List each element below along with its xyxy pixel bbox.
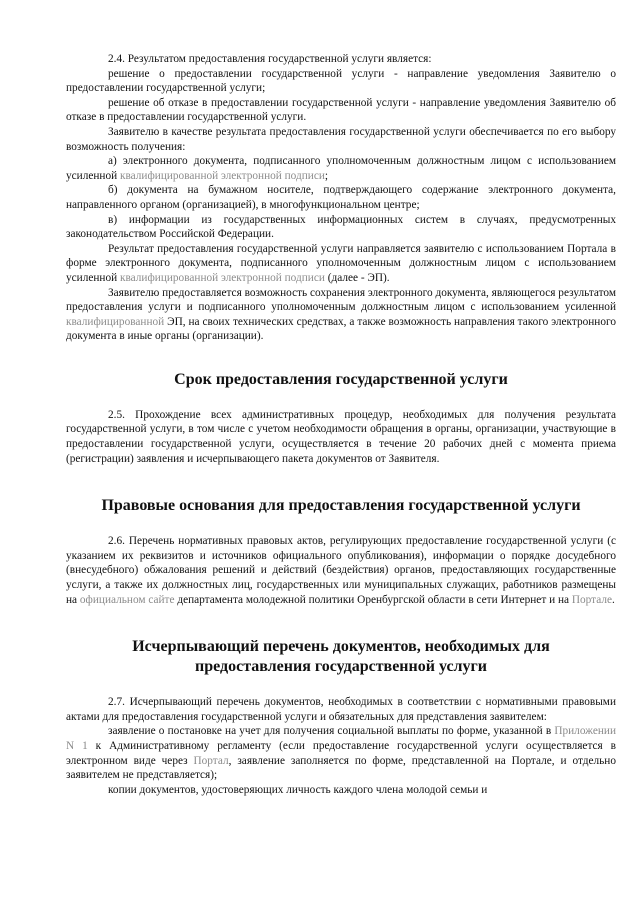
- paragraph-option-a: а) электронного документа, подписанного уполномоченным должностным лицом с использованием усиленной квалифицированной электронной подписи;: [66, 155, 616, 182]
- heading-term: Срок предоставления государственной услуги: [174, 370, 508, 388]
- faded-text: квалифицированной электронной подписи: [119, 169, 325, 182]
- paragraph-decision-refusal: решение об отказе в предоставлении государственной услуги - направление уведомления Заявителю об отказе в предоставлении государственной услуги.: [66, 96, 616, 124]
- paragraph-decision-grant: решение о предоставлении государственной услуги - направление уведомления Заявителю о предоставлении государственной услуги;: [66, 67, 616, 95]
- paragraph-2-7: 2.7. Исчерпывающий перечень документов, необходимых в соответствии с нормативными правовыми актами для предоставления государственной услуги и обязательных для представления заявителем:: [66, 696, 616, 723]
- portal-link[interactable]: Портал: [193, 754, 229, 767]
- faded-text: квалифицированной: [66, 315, 165, 328]
- portal-link[interactable]: Портале: [571, 593, 612, 606]
- official-site-link[interactable]: официальном сайте: [79, 593, 175, 606]
- faded-text: квалифицированной электронной подписи: [119, 271, 325, 284]
- paragraph-2-6: 2.6. Перечень нормативных правовых актов, регулирующих предоставление государственной услуги (с указанием их реквизитов и источников официального опубликования), информации о порядке досудебного (внесудебного) обжалования решений и действий (бездействия) органов, предоставляющих государственные услуги, а также их должностных лиц, государственных или муниципальных служащих, работников размещены на официальном сайте департамента молодежной политики Оренбургской области в сети Интернет и на Портале.: [66, 535, 616, 606]
- paragraph-2-4: 2.4. Результатом предоставления государственной услуги является:: [108, 53, 432, 65]
- appendix-link[interactable]: Приложении N 1: [66, 725, 616, 752]
- heading-legal-basis: Правовые основания для предоставления государственной услуги: [101, 497, 581, 515]
- paragraph-result-portal: Результат предоставления государственной услуги направляется заявителю с использованием Портала в форме электронного документа, подписанного уполномоченным должностным лицом с использованием усиленной квалифицированной электронной подписи (далее - ЭП).: [66, 242, 616, 284]
- paragraph-2-5: 2.5. Прохождение всех административных процедур, необходимых для получения результата государственной услуги, в том числе с учетом необходимости обращения в органы, организации, участвующие в предоставлении государственной услуги, осуществляется в течение 20 рабочих дней с момента приема (регистрации) заявления и исчерпывающего пакета документов от Заявителя.: [66, 408, 616, 465]
- paragraph-application: заявление о постановке на учет для получения социальной выплаты по форме, указанной в Приложении N 1 к Административному регламенту (если предоставление государственной услуги осуществляется в электронном виде через Портал, заявление заполняется по форме, представленной на Портале, и отдельно заявителем не представляется);: [66, 725, 616, 782]
- heading-documents: Исчерпывающий перечень документов, необходимых для предоставления государственной услуги: [132, 638, 550, 676]
- paragraph-result-save: Заявителю предоставляется возможность сохранения электронного документа, являющегося результатом предоставления услуги и подписанного уполномоченным должностным лицом с использованием усиленной квалифицированной ЭП, на своих технических средствах, а также возможность направления такого электронного документа в иные органы (организации).: [66, 286, 617, 343]
- paragraph-identity-copies: копии документов, удостоверяющих личность каждого члена молодой семьи и: [108, 783, 488, 796]
- paragraph-option-c: в) информации из государственных информационных систем в случаях, предусмотренных законодательством Российской Федерации.: [66, 213, 616, 241]
- paragraph-result-choice: Заявителю в качестве результата предоставления государственной услуги обеспечивается по его выбору возможность получения:: [66, 125, 616, 153]
- paragraph-option-b: б) документа на бумажном носителе, подтверждающего содержание электронного документа, направленного органом (организацией), в многофункциональном центре;: [66, 184, 616, 211]
